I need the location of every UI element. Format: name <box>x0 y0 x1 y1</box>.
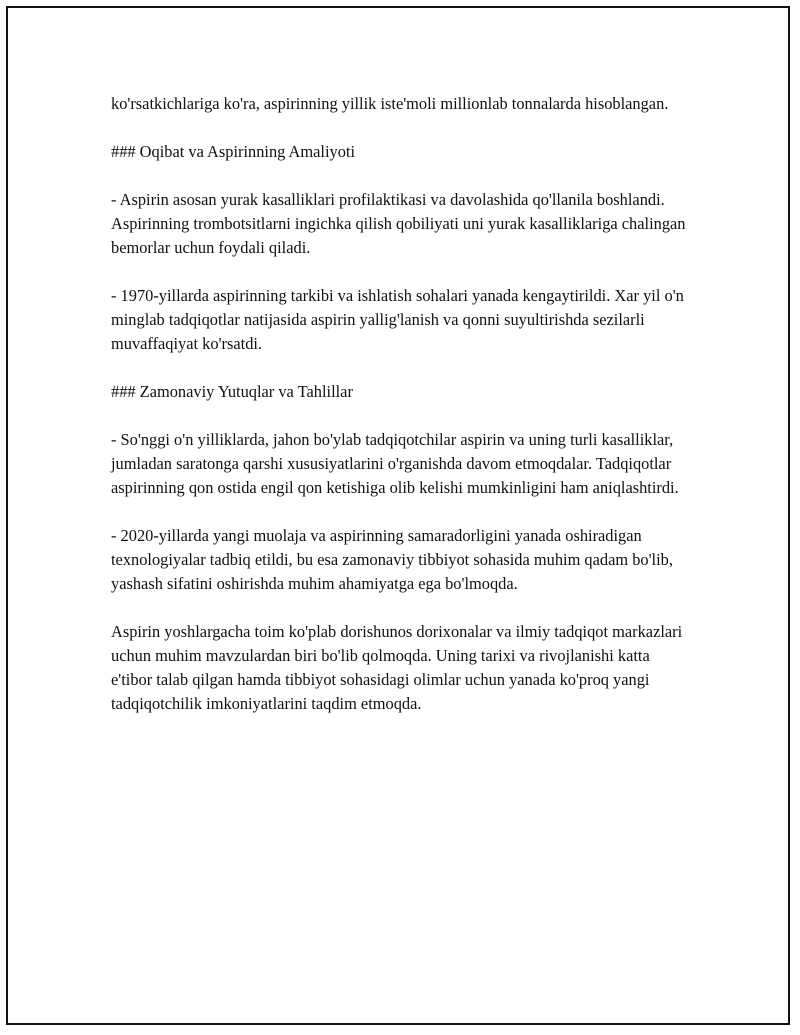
closing-paragraph: Aspirin yoshlargacha toim ko'plab dorishunos dorixonalar va ilmiy tadqiqot markazlari uchun muhim mavzulardan biri bo'lib qolmoqda. Uning tarixi va rivojlanishi katta e'tibor talab qilgan hamda tibbiyot sohasidagi olimlar uchun yanada ko'proq yangi tadqiqotchilik imkoniyatlarini taqdim etmoqda. <box>111 622 683 713</box>
paragraph-continuation: ko'rsatkichlariga ko'ra, aspirinning yillik iste'moli millionlab tonnalarda hisoblangan. <box>111 94 669 113</box>
document-body <box>111 92 691 740</box>
section-heading-zamonaviy: ### Zamonaviy Yutuqlar va Tahlillar <box>111 382 353 401</box>
list-item-paragraph: - 2020-yillarda yangi muolaja va aspirinning samaradorligini yanada oshiradigan texnologiyalar tadbiq etildi, bu esa zamonaviy tibbiyot sohasida muhim qadam bo'lib, yashash sifatini oshirishda muhim ahamiyatga ega bo'lmoqda. <box>111 526 673 593</box>
list-item-paragraph: - 1970-yillarda aspirinning tarkibi va ishlatish sohalari yanada kengaytirildi. Xar yil o'n minglab tadqiqotlar natijasida aspirin yallig'lanish va qonni suyultirishda sezilarli muvaffaqiyat ko'rsatdi. <box>111 286 684 353</box>
section-heading-oqibat: ### Oqibat va Aspirinning Amaliyoti <box>111 142 356 161</box>
list-item-paragraph: - So'nggi o'n yilliklarda, jahon bo'ylab tadqiqotchilar aspirin va uning turli kasalliklar, jumladan saratonga qarshi xususiyatlarini o'rganishda davom etmoqdalar. Tadqiqotlar aspirinning qon ostida engil qon ketishiga olib kelishi mumkinligini ham aniqlashtirdi. <box>111 430 679 497</box>
list-item-paragraph: - Aspirin asosan yurak kasalliklari profilaktikasi va davolashida qo'llanila boshlandi. Aspirinning trombotsitlarni ingichka qilish qobiliyati uni yurak kasalliklariga chalingan bemorlar uchun foydali qiladi. <box>111 190 686 257</box>
